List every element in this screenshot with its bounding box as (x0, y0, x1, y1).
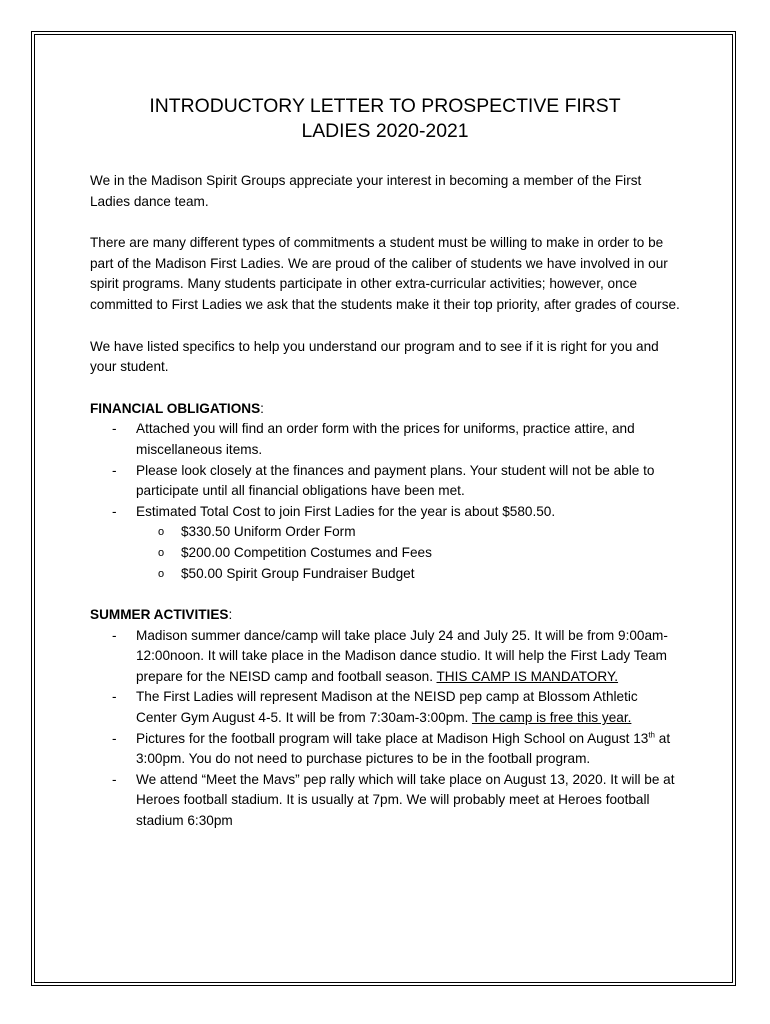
dash-bullet: - (112, 627, 117, 643)
financial-heading-label: FINANCIAL OBLIGATIONS (90, 400, 261, 416)
financial-item-1: Attached you will find an order form with the prices for uniforms, practice attire, and miscellaneous items. (136, 421, 635, 457)
summer-item-3-text-b: at 3:00pm. You do not need to purchase pictures to be in the football program. (136, 730, 671, 767)
mandatory-note: THIS CAMP IS MANDATORY. (436, 668, 619, 684)
summer-list (90, 626, 680, 832)
summer-heading-colon: : (228, 607, 233, 623)
intro-paragraph-2: There are many different types of commitments a student must be willing to make in order to be part of the Madison First Ladies. We are proud of the caliber of students we have involved in our spirit programs. Many students participate in other extra-curricular activities; however, once committed to First Ladies we ask that the students make it their top priority, after grades of course. (90, 235, 680, 312)
list-item (90, 419, 680, 460)
cost-item-2: $200.00 Competition Costumes and Fees (181, 544, 432, 560)
list-item (90, 626, 680, 688)
cost-item-3: $50.00 Spirit Group Fundraiser Budget (181, 565, 415, 581)
list-item (90, 729, 680, 770)
list-item (90, 687, 680, 728)
summer-heading (90, 605, 680, 626)
ordinal-suffix: th (648, 730, 655, 740)
free-camp-note: The camp is free this year. (471, 710, 632, 726)
summer-heading-label: SUMMER ACTIVITIES (90, 607, 229, 623)
dash-bullet: - (112, 462, 117, 478)
circle-bullet: o (158, 567, 165, 580)
summer-item-2-text: The First Ladies will represent Madison at the NEISD pep camp at Blossom Athletic Center Gym August 4-5. It will be from 7:30am-3:00pm. (136, 689, 638, 726)
list-item (136, 564, 680, 585)
financial-heading (90, 399, 680, 420)
circle-bullet: o (158, 526, 165, 539)
list-item (90, 770, 680, 832)
list-item (136, 543, 680, 564)
dash-bullet: - (112, 689, 117, 705)
dash-bullet: - (112, 730, 117, 746)
intro-paragraph-3: We have listed specifics to help you understand our program and to see if it is right for you and your student. (90, 338, 659, 375)
list-item (90, 502, 680, 584)
list-item (90, 461, 680, 502)
summer-item-4-text: We attend “Meet the Mavs” pep rally which will take place on August 13, 2020. It will be at Heroes football stadium. It is usually at 7pm. We will probably meet at Heroes football stadium 6:30pm (136, 771, 675, 829)
cost-item-1: $330.50 Uniform Order Form (181, 524, 356, 540)
dash-bullet: - (112, 771, 117, 787)
list-item (136, 522, 680, 543)
circle-bullet: o (158, 546, 165, 559)
financial-list (90, 419, 680, 584)
financial-item-3: Estimated Total Cost to join First Ladies for the year is about $580.50. (136, 503, 556, 519)
cost-breakdown-list (136, 522, 680, 584)
letter-content (90, 94, 680, 853)
document-title (90, 94, 680, 144)
dash-bullet: - (112, 421, 117, 437)
financial-heading-colon: : (260, 400, 264, 416)
dash-bullet: - (112, 503, 117, 519)
summer-item-1-text: Madison summer dance/camp will take place July 24 and July 25. It will be from 9:00am-12:00noon. It will take place in the Madison dance studio. It will help the First Lady Team prepare for the NEISD camp and football season. (136, 627, 668, 684)
summer-item-3-text-a: Pictures for the football program will take place at Madison High School on August 13 (136, 730, 649, 746)
intro-paragraph-1: We in the Madison Spirit Groups appreciate your interest in becoming a member of the First Ladies dance team. (90, 173, 642, 209)
title-line-2: LADIES 2020-2021 (301, 120, 469, 142)
title-line-1: INTRODUCTORY LETTER TO PROSPECTIVE FIRST (149, 95, 621, 117)
financial-item-2: Please look closely at the finances and payment plans. Your student will not be able to participate until all financial obligations have been met. (136, 462, 655, 499)
